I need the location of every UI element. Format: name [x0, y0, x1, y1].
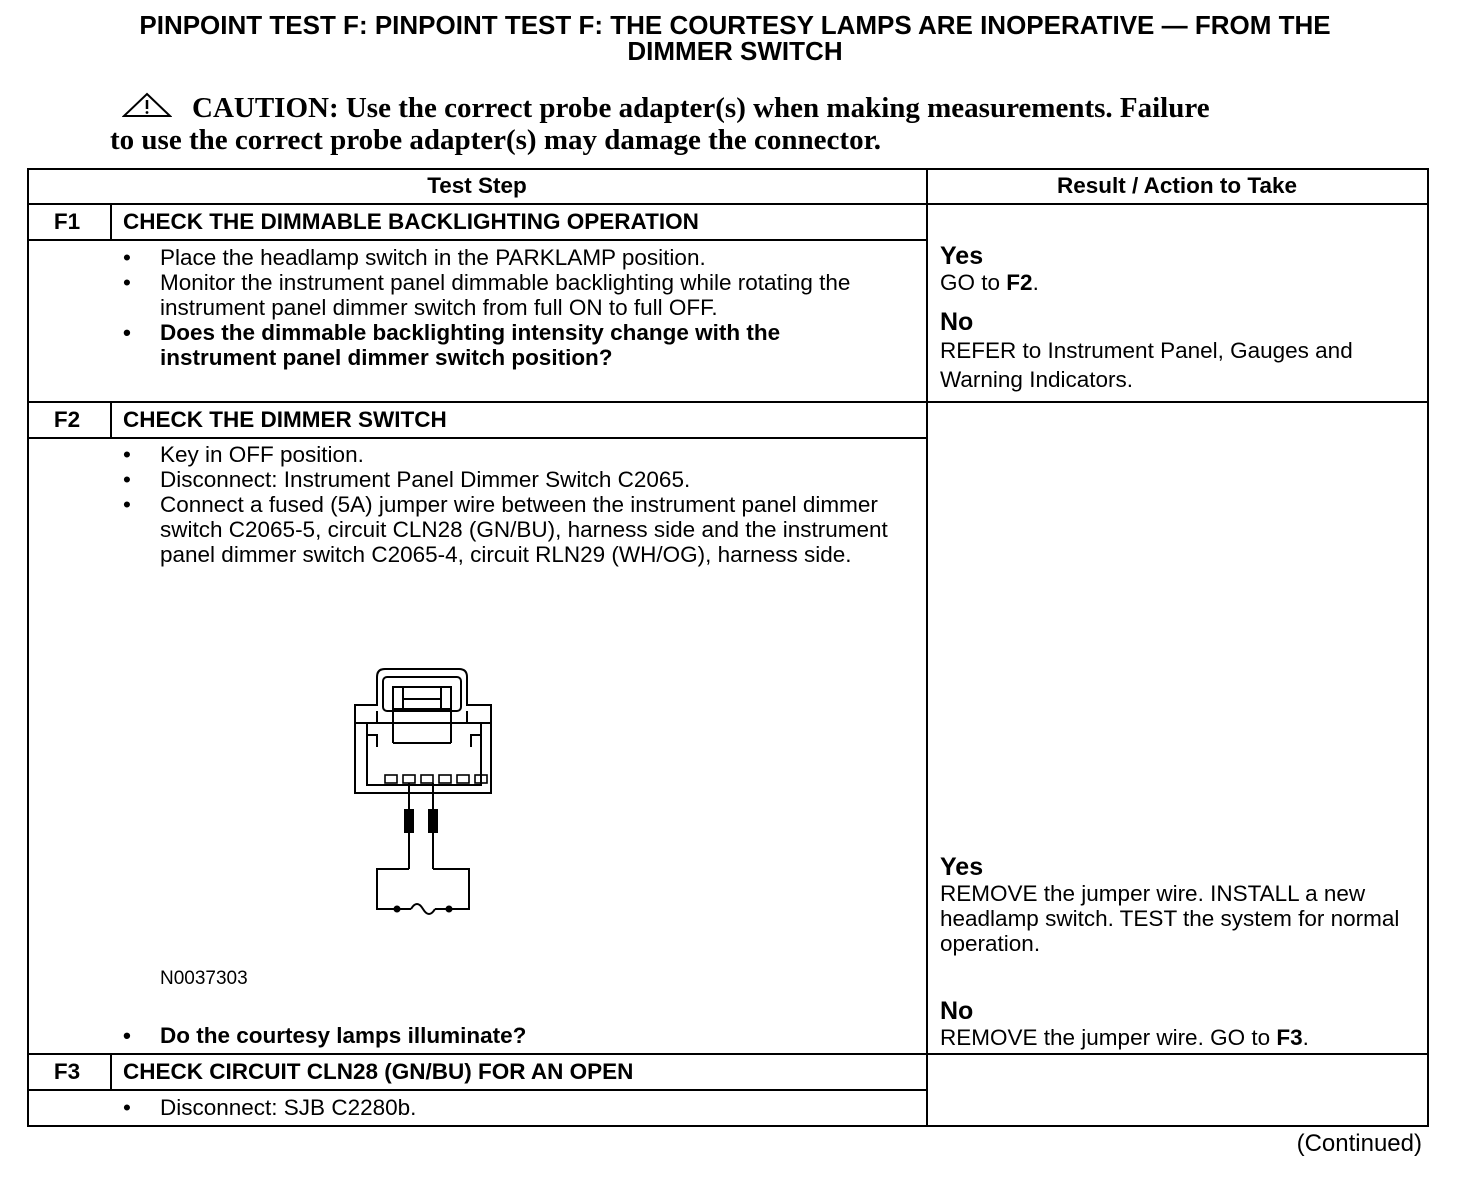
page-title: [40, 12, 1430, 64]
step-id-f3: F3: [53, 1059, 81, 1084]
result-yes-text-end: .: [1032, 270, 1039, 295]
result-no-text-end: .: [1302, 1025, 1309, 1050]
list-item: • Disconnect: SJB C2280b.: [123, 1095, 893, 1120]
list-item: • Disconnect: Instrument Panel Dimmer Switch C2065.: [123, 467, 893, 492]
result-yes-label: Yes: [940, 242, 984, 270]
result-yes-text: REMOVE the jumper wire. INSTALL a new headlamp switch. TEST the system for normal operation.: [940, 881, 1400, 956]
result-f2-yes: [940, 853, 1420, 956]
step-body-f2: [123, 442, 893, 567]
caution-line-1: CAUTION: Use the correct probe adapter(s) when making measurements. Failure: [192, 92, 1210, 124]
step-body-f1: [123, 245, 883, 370]
step-question-f2-wrapper: [123, 1023, 893, 1048]
pinpoint-test-table: [27, 168, 1429, 1128]
header-test-step: Test Step: [427, 173, 527, 198]
caution-notice: [110, 92, 1330, 156]
page-title-line-2: DIMMER SWITCH: [627, 36, 843, 66]
step-title-f1: CHECK THE DIMMABLE BACKLIGHTING OPERATION: [123, 209, 699, 234]
result-no-label: No: [940, 997, 974, 1025]
result-no-label: No: [940, 308, 974, 336]
link-step-f3[interactable]: F3: [1276, 1025, 1303, 1050]
caution-line-2: to use the correct probe adapter(s) may damage the connector.: [110, 124, 882, 156]
result-f1: [940, 242, 1420, 394]
result-no-text: [940, 1025, 1420, 1050]
figure-label: N0037303: [160, 968, 248, 989]
list-item: • Key in OFF position.: [123, 442, 893, 467]
list-item: • Monitor the instrument panel dimmable backlighting while rotating the instrument panel dimmer switch from full ON to full OFF.: [123, 270, 883, 320]
list-item: • Place the headlamp switch in the PARKLAMP position.: [123, 245, 883, 270]
step-body-f3: [123, 1095, 893, 1120]
warning-triangle-icon: [122, 92, 172, 118]
list-item: • Connect a fused (5A) jumper wire between the instrument panel dimmer switch C2065-5, circuit CLN28 (GN/BU), harness side and the instrument panel dimmer switch C2065-4, circuit RLN29 (WH/OG), harness side.: [123, 492, 893, 567]
step-title-f3: CHECK CIRCUIT CLN28 (GN/BU) FOR AN OPEN: [123, 1059, 634, 1084]
page-title-line-1: PINPOINT TEST F: PINPOINT TEST F: THE COURTESY LAMPS ARE INOPERATIVE — FROM THE: [139, 10, 1331, 40]
result-yes-text-main: GO to: [940, 270, 1001, 295]
step-id-f1: F1: [53, 209, 81, 234]
result-yes-text: [940, 270, 1420, 295]
result-yes-label: Yes: [940, 853, 984, 881]
result-no-text: REFER to Instrument Panel, Gauges and Warning Indicators.: [940, 338, 1353, 392]
link-step-f2[interactable]: F2: [1006, 270, 1033, 295]
connector-jumper-diagram: [337, 663, 507, 953]
step-question-f2: • Do the courtesy lamps illuminate?: [123, 1023, 893, 1048]
continued-note: (Continued): [1296, 1130, 1422, 1157]
step-title-f2: CHECK THE DIMMER SWITCH: [123, 407, 447, 432]
step-question-f1: • Does the dimmable backlighting intensity change with the instrument panel dimmer switch position?: [123, 320, 883, 370]
result-f2-no: [940, 997, 1420, 1050]
step-id-f2: F2: [53, 407, 81, 432]
header-result-action: Result / Action to Take: [1056, 173, 1298, 198]
result-no-text-main: REMOVE the jumper wire. GO to: [940, 1025, 1271, 1050]
